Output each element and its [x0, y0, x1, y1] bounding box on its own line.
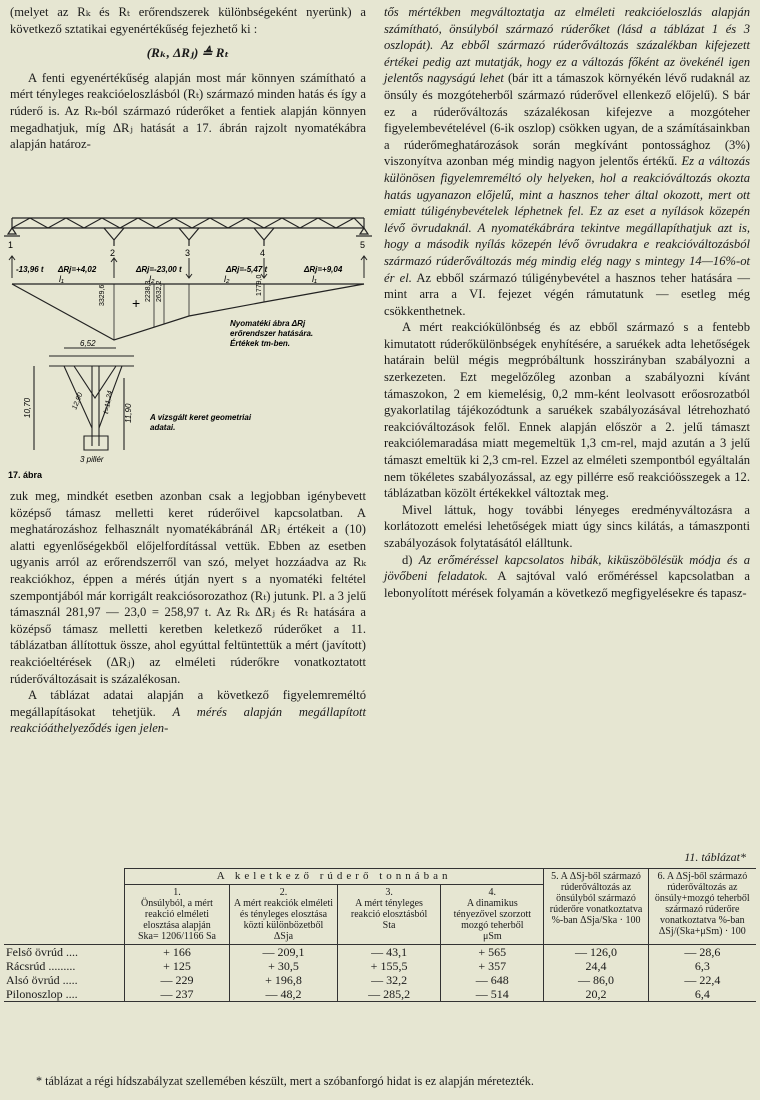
- paragraph: d) Az erőméréssel kapcsolatos hibák, kiküszöbölésük módja és a jövőbeni feladatok. A sajtóval való erőméréssel kapcsolatban a lebonyolított mérések folyamán a következő megfigyelésekre és tapasz-: [384, 552, 750, 600]
- reaction-5-label: ΔRj=+9,04: [304, 265, 343, 274]
- moment-value-3: 2632,2: [156, 280, 163, 302]
- reaction-3-label: ΔRj=-23,00 t: [136, 265, 182, 274]
- moment-value-1: 3329,6: [99, 284, 106, 306]
- moment-value-2: 2238,3: [145, 280, 152, 302]
- dim-1290: 12,90: [71, 391, 85, 411]
- dim-1124: ℓ=11,24: [103, 390, 115, 415]
- table-header-1: 1. Önsúlyból, a mért reakció elméleti elosztása alapján Ska= 1206/1166 Sa: [124, 885, 229, 945]
- footnote: * táblázat a régi hídszabályzat szellemében készült, mert a szóbanforgó hidat is ez alapján méretezték.: [36, 1074, 534, 1088]
- paragraph: Mivel láttuk, hogy további lényeges eredményváltozásra a korlátozott emelési lehetőségek miatt úgy sincs kilátás, a támaszponti szabályozások folytatásától elálltunk.: [384, 502, 750, 550]
- dim-1070: 10,70: [23, 397, 32, 418]
- span-l1-label: l₁: [59, 274, 64, 284]
- paragraph: A mért reakciókülönbség és az ebből származó s a fentebb kimutatott rúderőkülönbségek enyhítésére, a saruékek adta lehetőségek határain belül mégis megpróbáltunk hosszirányban szabályozni a szerkezeten. Ezt megelőzőleg azonban a szabályozni kívánt támaszokon, 2 em kiemelésig, 0,2 mm-ként leolvasott erőosrozatból gyakorlatilag tájékozódtunk a saruékek szabályozásával létrehozható reakcióváltozások felől. Ennek alapján először a 2. jelű támaszt reakciólemaradása miatt megemeltük 1,3 cm-rel, majd azután a 3 jelű támaszt emeltük ki 2,3 cm-rel. Ezzel az elméleti szempontból egyáltalán nem tökéletes szabályozással, az egy pillérre eső reakcióösszegek a 12. táblázatban közölt értékekkel változtak meg.: [384, 320, 750, 501]
- truss-moment-diagram: [4, 198, 374, 480]
- span-l2-label: l₂: [149, 274, 155, 284]
- table-header-3: 3. A mért tényleges reakció elosztásból Sta: [337, 885, 440, 945]
- frame-note-2: adatai.: [150, 423, 176, 432]
- paragraph: A táblázat adatai alapján a következő figyelemreméltó megállapításokat tehetjük. A mérés alapján megállapított reakcióáthelyeződés igen jelen-: [10, 688, 366, 736]
- span-l2b-label: l₂: [224, 274, 230, 284]
- table-row: Rácsrúd ......... + 125 + 30,5 + 155,5 + 357 24,4 6,3: [4, 959, 756, 973]
- left-column-top: [10, 4, 366, 153]
- equivalence-formula: (Rₖ, ΔRⱼ) ≜ Rₜ: [146, 45, 230, 61]
- paragraph: (melyet az Rₖ és Rₜ erőrendszerek különbségeként nyerünk) a következő sztatikai egyenértékűség fejezhető ki :: [10, 5, 366, 36]
- paragraph: A fenti egyenértékűség alapján most már könnyen számítható a mért tényleges reakcióeloszlásból (Rₜ) származó minden hatás és így a rúderő is. Az Rₖ-ból származó rúderőket a fentiek alapján könnyen megadhatjuk, míg ΔRⱼ hatását a 17. ábrán rajzolt nyomatékábra alapján határoz-: [10, 70, 366, 152]
- dim-652: 6,52: [80, 339, 96, 348]
- moment-note-1: Nyomatéki ábra ΔRj: [230, 319, 306, 328]
- support-3-label: 3: [185, 248, 191, 258]
- paragraph: tős mértékben megváltoztatja az elméleti reakcióeloszlás alapján számítható, önsúlyból származó rúderőket (lásd a táblázat 1 és 3 oszlopát). Az ebből származó rúderőváltozás százalékban kifejezett értékei pedig azt mutatják, hogy ez a változás főként az övekénél igen jelentős nagyságú lehet (bár itt a támaszok környékén lévő rudaknál az önsúly és mozgóteherből származó rúderővel ellenkező előjelű). S bár ez a rúderőváltozás százalékosan kifejezve a mozgóteher figyelembevételével (6-ik oszlop) csökken ugyan, de a számításainkban a rúderőmeghatározások során megkívánt pontossághoz (3%) viszonyítva azonban még mindig nagyon jelentős értékű. Ez a változás különösen figyelemreméltó oly helyeken, hol a reakcióváltozás okozta hatás ugyanazon előjelű, mint a hasznos teher által okozott, mert ott emiatt túligénybevételek léphetnek fel. Ez az eset a nyílások közepén lévő övrudaknál. A nyomatékábrára tekintve megállapíthatjuk azt is, hogy a második nyílás közepén lévő övrudakra e reakcióváltozásból származó rúderőváltozás még mindig elég nagy s mintegy 14—16%-ot ér el. Az ebből származó túligénybevétel a hasznos teher hatására — mint arra a VI. fejezet végén rámutatunk — esetleg még csökkenthetnek.: [384, 5, 750, 318]
- reaction-4-label: ΔRj=-5,47 t: [226, 265, 268, 274]
- table-corner: [4, 885, 124, 945]
- table-11: [4, 868, 756, 1002]
- support-5-label: 5: [360, 240, 366, 250]
- table-header-5: 5. A ΔSj-ből származó rúderőváltozás az önsúlyból származó rúderőre vonatkoztatva %-ban ΔSja/Ska · 100: [544, 869, 648, 945]
- table-header-6: 6. A ΔSj-ből származó rúderőváltozás az önsúly+mozgó teherből származó rúderőre vonatkoztatva %-ban ΔSj/(Ska+μSm) · 100: [648, 869, 756, 945]
- support-4-label: 4: [260, 248, 266, 258]
- reaction-2-label: ΔRj=+4,02: [58, 265, 97, 274]
- support-2-label: 2: [110, 248, 116, 258]
- paragraph: zuk meg, mindkét esetben azonban csak a legjobban igénybevett középső támasz melletti keret rúderőivel kapcsolatban. A meghatározáshoz felhasznált nyomatékábránál ΔRⱼ értékeit a (10) alatti egyenlőségekből előjelfordítással vettük. Ebben az esetben ugyanis arról az erőrendszerről van szó, melyet hozzáadva az Rₖ reakciókhoz, éppen a mérés útján nyert s a nyomatéki feltétel szempontjából már korrigált reakciósorozathoz (Rₜ) jutunk. Pl. a 3 jelű támasznál 281,97 — 23,0 = 258,97 t. Az Rₖ ΔRⱼ és Rₜ hatására a középső támasz melletti keretben keletkező rúderőket a 11. táblázatban állítottuk össze, ahol egyúttal feltüntettük a mért (javított) reakcióeltérések (ΔRⱼ) az elméleti rúderőkre vonatkoztatott rúderőváltozásait is százalékosan.: [10, 489, 366, 686]
- table-header-2: 2. A mért reakciók elméleti és tényleges elosztása közti különbözetből ΔSja: [230, 885, 338, 945]
- table-row: Pilonoszlop .... — 237 — 48,2 — 285,2 — 514 20,2 6,4: [4, 987, 756, 1002]
- table-title: 11. táblázat*: [684, 850, 746, 864]
- left-column-bottom: [10, 488, 366, 737]
- span-l1b-label: l₁: [312, 274, 317, 284]
- moment-note-3: Értékek tm-ben.: [230, 339, 291, 348]
- reaction-1-label: -13,96 t: [16, 265, 44, 274]
- figure-17: [4, 198, 374, 480]
- dim-1190: 11,90: [124, 403, 133, 423]
- frame-note-1: A vizsgált keret geometriai: [150, 413, 252, 422]
- pillar-label: 3 pillér: [80, 455, 104, 464]
- moment-value-4: 1779,0: [256, 274, 263, 296]
- table-header-4: 4. A dinamikus tényezővel szorzott mozgó teherből μSm: [441, 885, 544, 945]
- plus-sign: +: [132, 295, 141, 311]
- moment-note-2: erőrendszer hatására.: [230, 329, 314, 338]
- table-group-header: A keletkező rúderő tonnában: [124, 869, 544, 885]
- table-row: Felső övrúd .... + 166 — 209,1 — 43,1 + 565 — 126,0 — 28,6: [4, 945, 756, 960]
- support-1-label: 1: [8, 240, 14, 250]
- table-corner: [4, 869, 124, 885]
- figure-caption: 17. ábra: [8, 470, 43, 480]
- right-column: [384, 4, 750, 601]
- table-row: Alsó övrúd ..... — 229 + 196,8 — 32,2 — 648 — 86,0 — 22,4: [4, 973, 756, 987]
